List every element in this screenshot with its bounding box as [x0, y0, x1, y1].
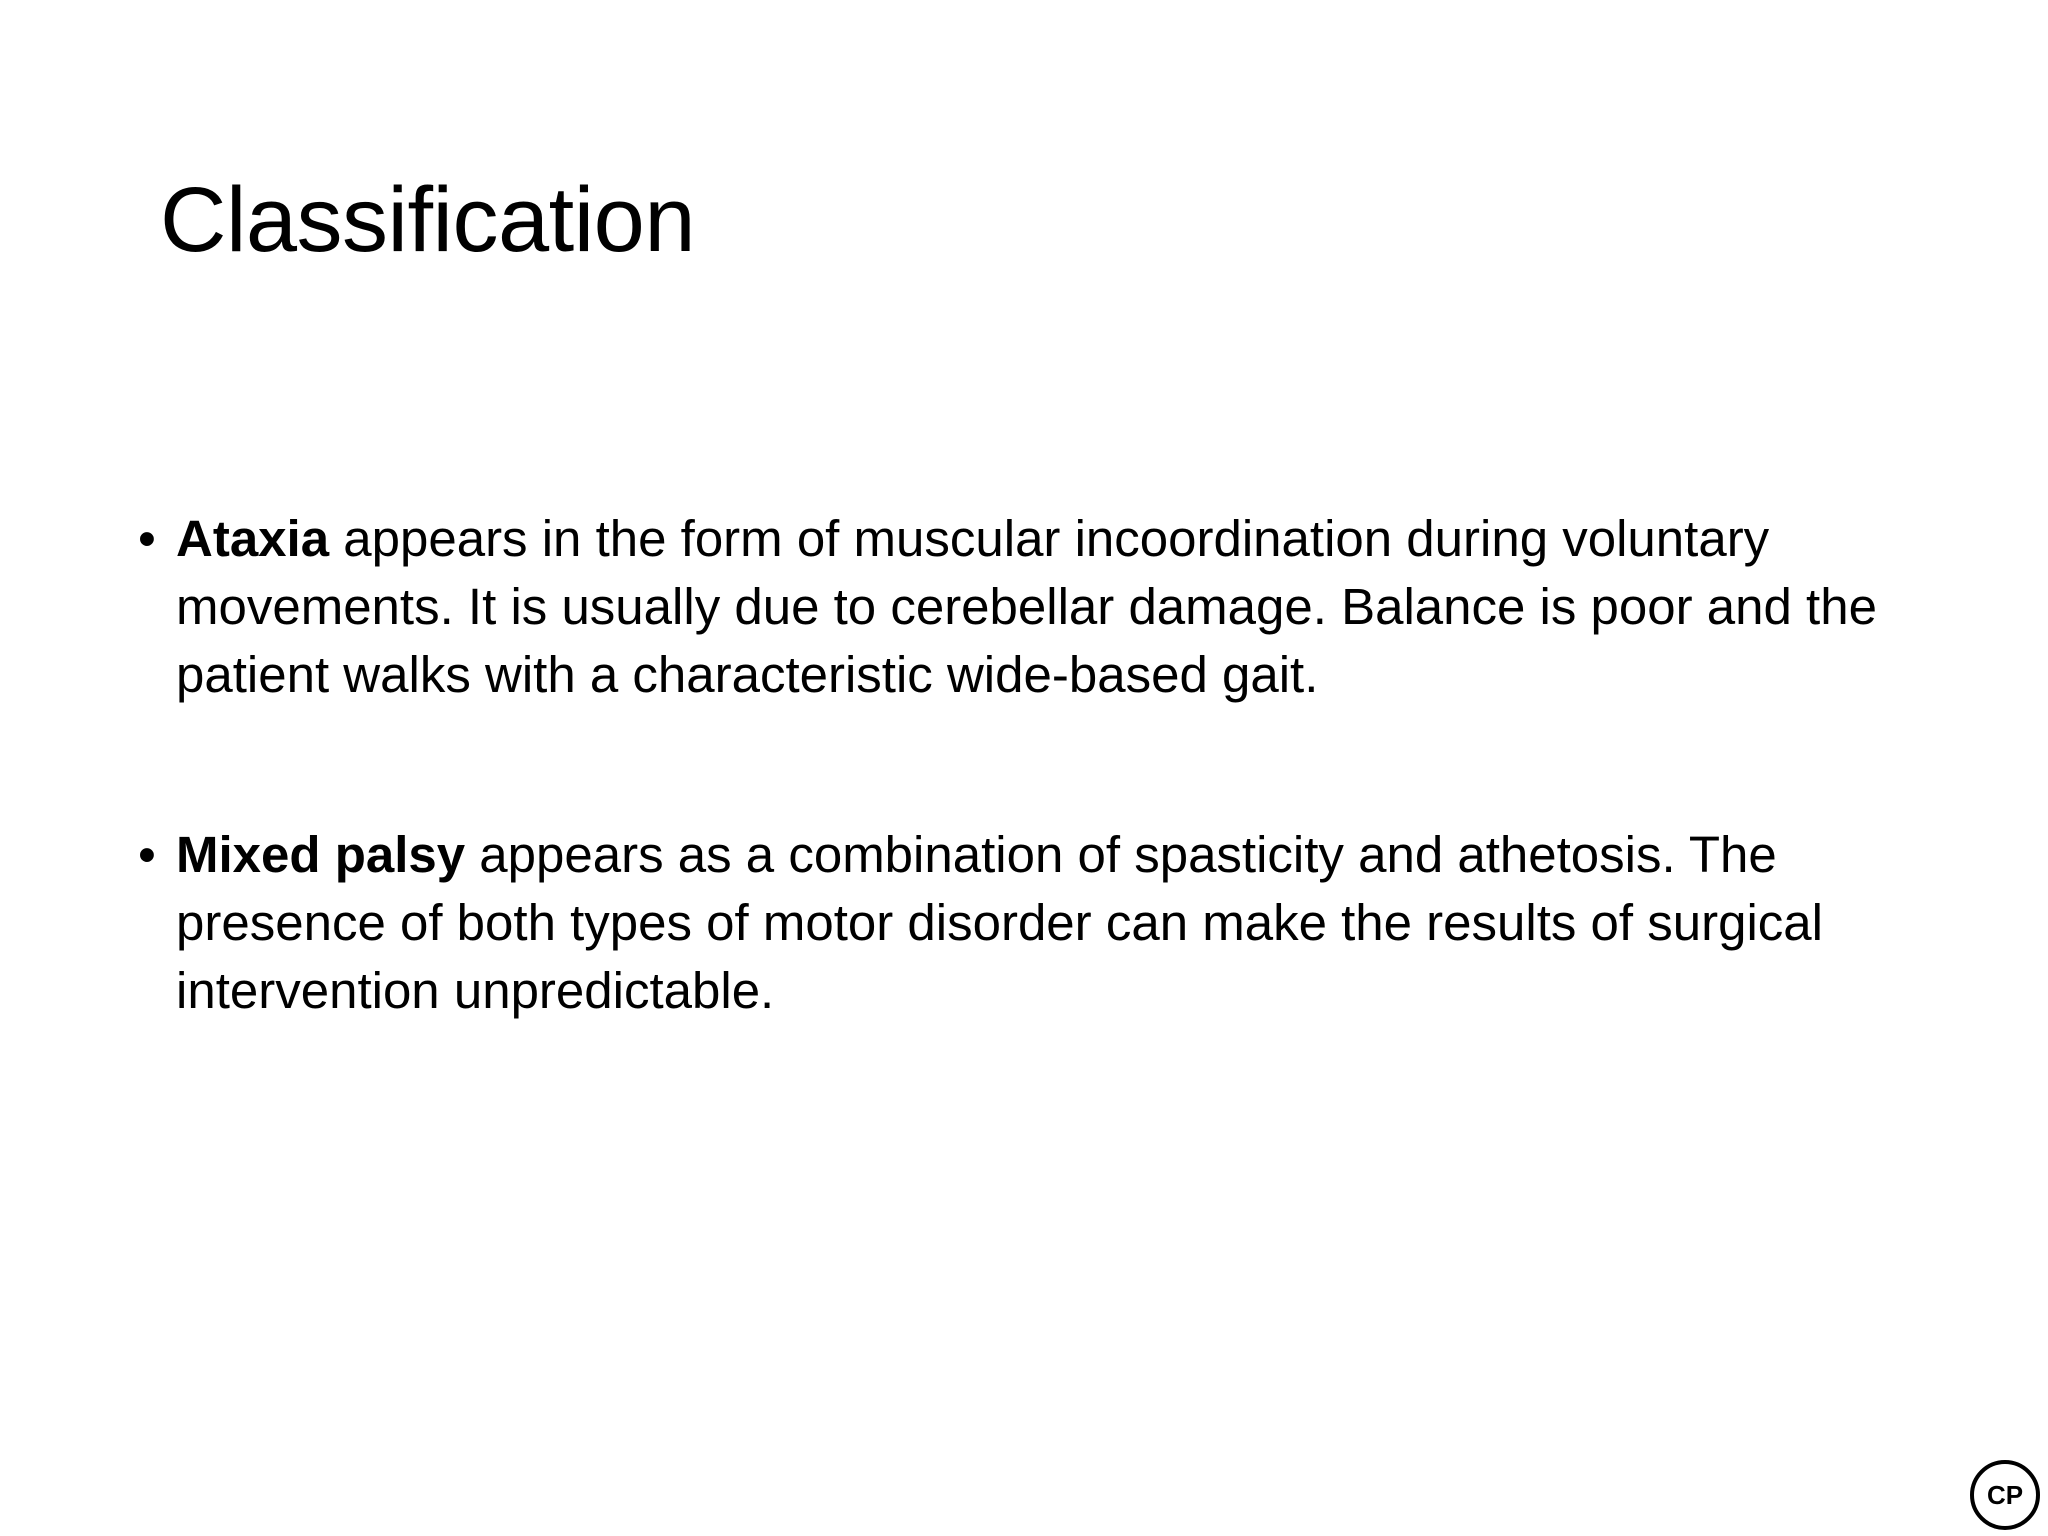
bullet-dot-icon: •	[138, 826, 156, 883]
bullet-item-ataxia	[138, 505, 1968, 709]
bullet-dot-icon: •	[138, 510, 156, 567]
bullet-term: Ataxia	[176, 510, 330, 567]
bullet-item-mixed-palsy	[138, 821, 1968, 1025]
bullet-list	[138, 505, 1968, 1025]
bullet-text: appears as a combination of spasticity and athetosis. The presence of both types of motor disorder can make the results of surgical intervention unpredictable.	[176, 826, 1823, 1019]
cp-logo	[1968, 1458, 2042, 1532]
bullet-text: appears in the form of muscular incoordination during voluntary movements. It is usually due to cerebellar damage. Balance is poor and the patient walks with a characteristic wide-based gait.	[176, 510, 1877, 703]
slide-title: Classification	[160, 169, 695, 271]
bullet-term: Mixed palsy	[176, 826, 466, 883]
logo-text: CP	[1986, 1480, 2024, 1510]
